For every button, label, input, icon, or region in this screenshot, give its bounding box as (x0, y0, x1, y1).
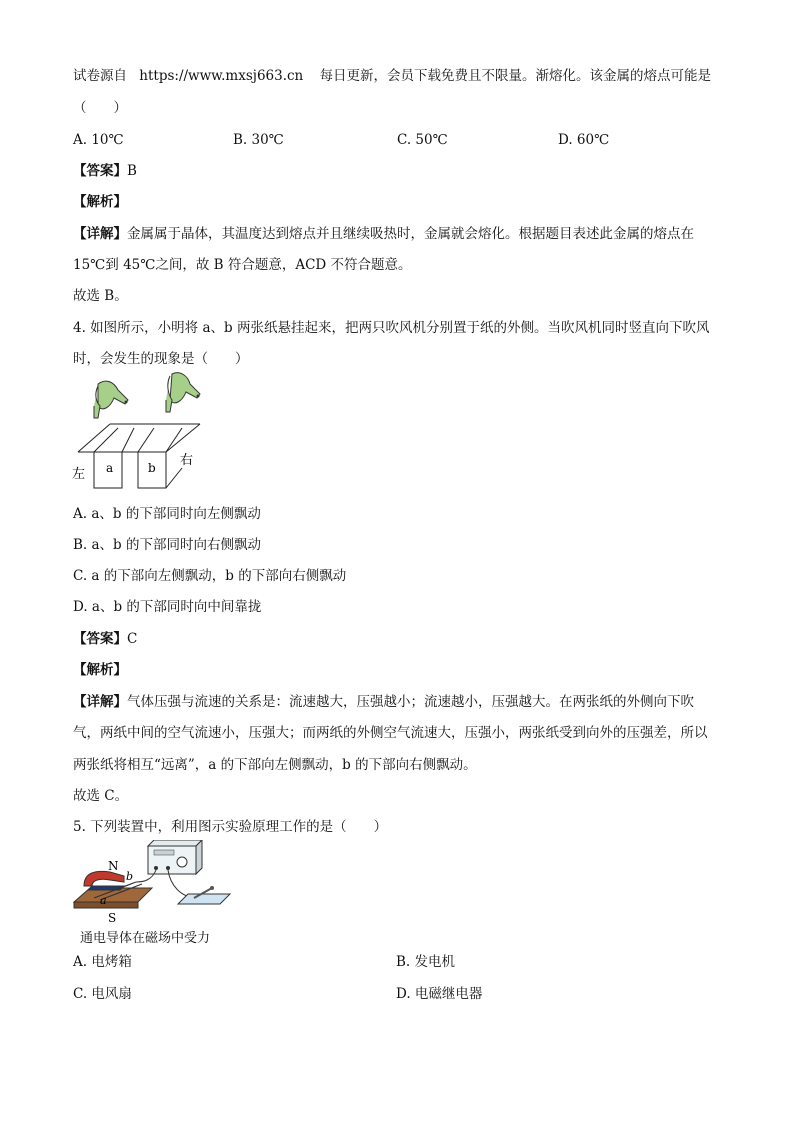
detail-text: 气体压强与流速的关系是：流速越大，压强越小；流速越小，压强越大。在两张纸的外侧向下吹 (127, 694, 694, 710)
answer-tag: 【答案】 (73, 163, 127, 179)
q4-option-b: B. a、b 的下部同时向右侧飘动 (73, 537, 261, 553)
hanging-paper-figure (70, 372, 210, 494)
label-a: a (100, 894, 107, 907)
q5-option-d: D. 电磁继电器 (396, 986, 483, 1002)
q3-detail-line2: 15℃到 45℃之间，故 B 符合题意，ACD 不符合题意。 (73, 257, 412, 273)
label-right: 右 (180, 453, 194, 468)
q3-option-d: D. 60℃ (558, 132, 610, 148)
q4-option-d: D. a、b 的下部同时向中间靠拢 (73, 599, 262, 615)
q4-conclusion: 故选 C。 (73, 788, 129, 804)
q4-option-c: C. a 的下部向左侧飘动，b 的下部向右侧飘动 (73, 568, 347, 584)
q3-paren: （ ） (73, 100, 127, 116)
q3-answer (73, 161, 137, 181)
motor-experiment-figure (70, 840, 240, 926)
q3-option-c: C. 50℃ (397, 132, 448, 148)
q5-stem: 5. 下列装置中，利用图示实验原理工作的是（ ） (73, 819, 388, 835)
detail-tag: 【详解】 (73, 694, 127, 710)
label-b: b (148, 461, 156, 475)
q4-detail-line2: 气，两纸中间的空气流速小，压强大；而两纸的外侧空气流速大，压强小，两张纸受到向外的压强差，所以 (73, 725, 708, 741)
header-notice: 每日更新，会员下载免费且不限量。渐熔化。该金属的熔点可能是 (319, 68, 712, 84)
q4-stem-line2: 时，会发生的现象是（ ） (73, 351, 249, 367)
q3-option-b: B. 30℃ (233, 132, 284, 148)
u-magnet-icon (84, 871, 124, 886)
label-a: a (106, 461, 114, 475)
detail-text: 金属属于晶体，其温度达到熔点并且继续吸热时，金属就会熔化。根据题目表述此金属的熔点在 (127, 226, 694, 242)
label-left: 左 (72, 467, 86, 482)
label-n: N (108, 859, 119, 873)
q5-figure-caption: 通电导体在磁场中受力 (80, 931, 211, 946)
q3-detail-line1 (73, 224, 694, 244)
detail-tag: 【详解】 (73, 226, 127, 242)
q3-analysis-tag: 【解析】 (73, 194, 127, 210)
q4-option-a: A. a、b 的下部同时向左侧飘动 (73, 506, 261, 522)
q5-option-a: A. 电烤箱 (73, 954, 132, 970)
q5-option-b: B. 发电机 (396, 954, 456, 970)
power-supply-icon (148, 840, 202, 874)
source-url[interactable]: https://www.mxsj663.cn (139, 68, 304, 84)
answer-value: B (127, 163, 137, 179)
label-b: b (126, 870, 134, 883)
q5-option-c: C. 电风扇 (73, 986, 132, 1002)
q4-stem-line1: 4. 如图所示，小明将 a、b 两张纸悬挂起来，把两只吹风机分别置于纸的外侧。当吹风机同时竖直向下吹风 (73, 320, 710, 336)
q4-analysis-tag: 【解析】 (73, 662, 127, 678)
hair-dryer-left-icon (94, 381, 128, 418)
q4-detail-line1 (73, 692, 694, 712)
q4-detail-line3: 两张纸将相互“远离”，a 的下部向左侧飘动，b 的下部向右侧飘动。 (73, 757, 477, 773)
q3-option-a: A. 10℃ (73, 132, 124, 148)
header-line (73, 66, 711, 86)
q3-conclusion: 故选 B。 (73, 288, 128, 304)
q4-answer (73, 629, 137, 649)
label-s: S (108, 911, 117, 925)
source-label: 试卷源自 (73, 68, 127, 84)
answer-tag: 【答案】 (73, 631, 127, 647)
answer-value: C (127, 631, 138, 647)
hair-dryer-right-icon (166, 373, 200, 412)
